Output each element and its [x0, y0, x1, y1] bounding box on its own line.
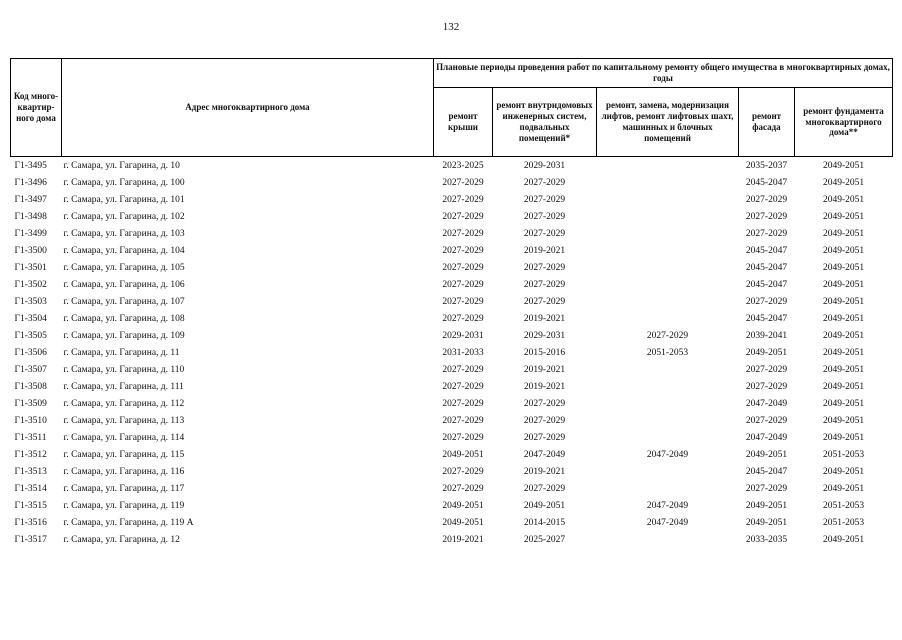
- cell-facade: 2049-2051: [745, 500, 788, 511]
- cell-foundation: 2049-2051: [822, 279, 865, 290]
- cell-facade: 2039-2041: [745, 330, 788, 341]
- cell-engineering: 2025-2027: [523, 534, 566, 545]
- cell-facade: 2027-2029: [745, 381, 788, 392]
- cell-address: г. Самара, ул. Гагарина, д. 105: [63, 262, 185, 273]
- cell-elevators: 2047-2049: [646, 500, 689, 511]
- table-row: [11, 191, 893, 208]
- cell-facade: 2035-2037: [745, 160, 788, 171]
- cell-address: г. Самара, ул. Гагарина, д. 115: [63, 449, 185, 460]
- table-row: [11, 310, 893, 327]
- table-row: [11, 531, 893, 548]
- cell-foundation: 2049-2051: [822, 398, 865, 409]
- cell-facade: 2047-2049: [745, 432, 788, 443]
- cell-code: Г1-3498: [14, 211, 47, 222]
- cell-engineering: 2027-2029: [523, 177, 566, 188]
- cell-address: г. Самара, ул. Гагарина, д. 114: [63, 432, 185, 443]
- cell-foundation: 2049-2051: [822, 262, 865, 273]
- table-row: [11, 497, 893, 514]
- cell-roof: 2027-2029: [442, 313, 484, 324]
- table-row: [11, 276, 893, 293]
- cell-roof: 2019-2021: [442, 534, 484, 545]
- cell-address: г. Самара, ул. Гагарина, д. 102: [63, 211, 185, 222]
- cell-elevators: [597, 242, 739, 259]
- cell-elevators: [597, 429, 739, 446]
- table-row: [11, 412, 893, 429]
- cell-engineering: 2027-2029: [523, 483, 566, 494]
- cell-roof: 2027-2029: [442, 415, 484, 426]
- cell-engineering: 2019-2021: [523, 381, 566, 392]
- cell-address: г. Самара, ул. Гагарина, д. 107: [63, 296, 185, 307]
- table-row: [11, 463, 893, 480]
- cell-facade: 2027-2029: [745, 483, 788, 494]
- cell-roof: 2027-2029: [442, 296, 484, 307]
- cell-engineering: 2015-2016: [523, 347, 566, 358]
- cell-engineering: 2027-2029: [523, 415, 566, 426]
- cell-facade: 2027-2029: [745, 415, 788, 426]
- cell-elevators: [597, 310, 739, 327]
- cell-facade: 2045-2047: [745, 313, 788, 324]
- cell-foundation: 2049-2051: [822, 330, 865, 341]
- table-row: [11, 157, 893, 175]
- cell-code: Г1-3514: [14, 483, 47, 494]
- cell-roof: 2027-2029: [442, 262, 484, 273]
- cell-address: г. Самара, ул. Гагарина, д. 106: [63, 279, 185, 290]
- cell-roof: 2031-2033: [442, 347, 484, 358]
- cell-roof: 2027-2029: [442, 177, 484, 188]
- cell-address: г. Самара, ул. Гагарина, д. 100: [63, 177, 185, 188]
- cell-elevators: [597, 412, 739, 429]
- cell-foundation: 2049-2051: [822, 211, 865, 222]
- cell-address: г. Самара, ул. Гагарина, д. 112: [63, 398, 185, 409]
- cell-roof: 2049-2051: [442, 449, 484, 460]
- header-address: Адрес многоквартирного дома: [62, 59, 434, 157]
- cell-code: Г1-3512: [14, 449, 47, 460]
- cell-facade: 2027-2029: [745, 296, 788, 307]
- cell-code: Г1-3505: [14, 330, 47, 341]
- cell-code: Г1-3509: [14, 398, 47, 409]
- cell-address: г. Самара, ул. Гагарина, д. 103: [63, 228, 185, 239]
- cell-engineering: 2027-2029: [523, 279, 566, 290]
- table-row: [11, 361, 893, 378]
- table-row: [11, 208, 893, 225]
- cell-code: Г1-3511: [14, 432, 47, 443]
- cell-engineering: 2027-2029: [523, 262, 566, 273]
- cell-address: г. Самара, ул. Гагарина, д. 119: [63, 500, 185, 511]
- cell-code: Г1-3510: [14, 415, 47, 426]
- cell-foundation: 2051-2053: [822, 517, 865, 528]
- cell-roof: 2027-2029: [442, 194, 484, 205]
- cell-facade: 2049-2051: [745, 347, 788, 358]
- cell-foundation: 2049-2051: [822, 432, 865, 443]
- cell-address: г. Самара, ул. Гагарина, д. 110: [63, 364, 185, 375]
- cell-elevators: [597, 531, 739, 548]
- cell-engineering: 2027-2029: [523, 228, 566, 239]
- cell-elevators: 2047-2049: [646, 449, 689, 460]
- cell-engineering: 2019-2021: [523, 313, 566, 324]
- cell-roof: 2027-2029: [442, 466, 484, 477]
- cell-facade: 2049-2051: [745, 517, 788, 528]
- table-row: [11, 446, 893, 463]
- header-elevators: ремонт, замена, модернизация лифтов, ремонт лифтовых шахт, машинных и блочных помещений: [597, 88, 739, 157]
- cell-elevators: [597, 157, 739, 175]
- cell-facade: 2045-2047: [745, 245, 788, 256]
- cell-code: Г1-3517: [14, 534, 47, 545]
- cell-roof: 2029-2031: [442, 330, 484, 341]
- cell-elevators: [597, 480, 739, 497]
- cell-facade: 2045-2047: [745, 279, 788, 290]
- cell-address: г. Самара, ул. Гагарина, д. 10: [63, 160, 180, 171]
- cell-facade: 2033-2035: [745, 534, 788, 545]
- cell-code: Г1-3499: [14, 228, 47, 239]
- cell-roof: 2027-2029: [442, 483, 484, 494]
- cell-roof: 2049-2051: [442, 517, 484, 528]
- table-row: [11, 174, 893, 191]
- cell-engineering: 2029-2031: [523, 330, 566, 341]
- cell-roof: 2027-2029: [442, 381, 484, 392]
- cell-code: Г1-3507: [14, 364, 47, 375]
- cell-roof: 2027-2029: [442, 228, 484, 239]
- cell-engineering: 2027-2029: [523, 211, 566, 222]
- cell-roof: 2027-2029: [442, 432, 484, 443]
- header-facade: ремонт фасада: [739, 88, 795, 157]
- cell-code: Г1-3495: [14, 160, 47, 171]
- cell-foundation: 2049-2051: [822, 228, 865, 239]
- table-row: [11, 293, 893, 310]
- cell-foundation: 2049-2051: [822, 245, 865, 256]
- cell-address: г. Самара, ул. Гагарина, д. 104: [63, 245, 185, 256]
- cell-facade: 2045-2047: [745, 262, 788, 273]
- cell-roof: 2027-2029: [442, 211, 484, 222]
- cell-code: Г1-3503: [14, 296, 47, 307]
- cell-facade: 2027-2029: [745, 194, 788, 205]
- cell-elevators: 2047-2049: [646, 517, 689, 528]
- cell-engineering: 2019-2021: [523, 245, 566, 256]
- cell-elevators: [597, 174, 739, 191]
- cell-elevators: [597, 378, 739, 395]
- cell-foundation: 2049-2051: [822, 381, 865, 392]
- cell-engineering: 2019-2021: [523, 364, 566, 375]
- cell-code: Г1-3513: [14, 466, 47, 477]
- cell-address: г. Самара, ул. Гагарина, д. 116: [63, 466, 185, 477]
- cell-foundation: 2049-2051: [822, 466, 865, 477]
- cell-roof: 2027-2029: [442, 398, 484, 409]
- cell-engineering: 2027-2029: [523, 398, 566, 409]
- cell-elevators: 2051-2053: [646, 347, 689, 358]
- table-row: [11, 378, 893, 395]
- table-row: [11, 327, 893, 344]
- cell-elevators: 2027-2029: [646, 330, 689, 341]
- cell-facade: 2027-2029: [745, 228, 788, 239]
- cell-address: г. Самара, ул. Гагарина, д. 119 А: [63, 517, 194, 528]
- cell-engineering: 2047-2049: [523, 449, 566, 460]
- cell-facade: 2045-2047: [745, 177, 788, 188]
- cell-facade: 2047-2049: [745, 398, 788, 409]
- header-row-top: [11, 59, 893, 88]
- cell-address: г. Самара, ул. Гагарина, д. 12: [63, 534, 180, 545]
- cell-facade: 2045-2047: [745, 466, 788, 477]
- cell-code: Г1-3504: [14, 313, 47, 324]
- cell-code: Г1-3497: [14, 194, 47, 205]
- cell-engineering: 2029-2031: [523, 160, 566, 171]
- cell-foundation: 2049-2051: [822, 177, 865, 188]
- cell-address: г. Самара, ул. Гагарина, д. 117: [63, 483, 185, 494]
- table-row: [11, 344, 893, 361]
- cell-elevators: [597, 208, 739, 225]
- cell-roof: 2027-2029: [442, 245, 484, 256]
- repair-schedule-table: [10, 58, 893, 548]
- cell-address: г. Самара, ул. Гагарина, д. 109: [63, 330, 185, 341]
- cell-engineering: 2027-2029: [523, 296, 566, 307]
- cell-code: Г1-3515: [14, 500, 47, 511]
- cell-foundation: 2049-2051: [822, 347, 865, 358]
- cell-elevators: [597, 395, 739, 412]
- cell-foundation: 2049-2051: [822, 313, 865, 324]
- cell-address: г. Самара, ул. Гагарина, д. 111: [63, 381, 184, 392]
- cell-elevators: [597, 259, 739, 276]
- cell-foundation: 2049-2051: [822, 364, 865, 375]
- header-engineering: ремонт внутридомовых инженерных систем, подвальных помещений*: [493, 88, 597, 157]
- cell-elevators: [597, 225, 739, 242]
- cell-foundation: 2051-2053: [822, 500, 865, 511]
- cell-code: Г1-3496: [14, 177, 47, 188]
- cell-roof: 2023-2025: [442, 160, 484, 171]
- cell-engineering: 2027-2029: [523, 432, 566, 443]
- cell-address: г. Самара, ул. Гагарина, д. 101: [63, 194, 185, 205]
- cell-foundation: 2049-2051: [822, 483, 865, 494]
- header-code: Код много-квартир-ного дома: [11, 59, 62, 157]
- header-roof: ремонт крыши: [434, 88, 493, 157]
- cell-foundation: 2049-2051: [822, 160, 865, 171]
- page-number: 132: [442, 21, 460, 33]
- cell-foundation: 2051-2053: [822, 449, 865, 460]
- cell-code: Г1-3501: [14, 262, 47, 273]
- table-row: [11, 395, 893, 412]
- cell-facade: 2027-2029: [745, 211, 788, 222]
- cell-foundation: 2049-2051: [822, 534, 865, 545]
- cell-foundation: 2049-2051: [822, 296, 865, 307]
- table-row: [11, 242, 893, 259]
- cell-address: г. Самара, ул. Гагарина, д. 108: [63, 313, 185, 324]
- header-foundation: ремонт фундамента многоквартирного дома**: [795, 88, 893, 157]
- cell-foundation: 2049-2051: [822, 415, 865, 426]
- table-row: [11, 259, 893, 276]
- cell-facade: 2027-2029: [745, 364, 788, 375]
- cell-engineering: 2027-2029: [523, 194, 566, 205]
- cell-code: Г1-3506: [14, 347, 47, 358]
- cell-engineering: 2049-2051: [523, 500, 566, 511]
- cell-address: г. Самара, ул. Гагарина, д. 113: [63, 415, 185, 426]
- cell-engineering: 2019-2021: [523, 466, 566, 477]
- cell-code: Г1-3502: [14, 279, 47, 290]
- cell-roof: 2027-2029: [442, 364, 484, 375]
- cell-elevators: [597, 293, 739, 310]
- table-row: [11, 480, 893, 497]
- cell-elevators: [597, 191, 739, 208]
- cell-facade: 2049-2051: [745, 449, 788, 460]
- cell-roof: 2049-2051: [442, 500, 484, 511]
- cell-code: Г1-3516: [14, 517, 47, 528]
- cell-address: г. Самара, ул. Гагарина, д. 11: [63, 347, 180, 358]
- table-row: [11, 429, 893, 446]
- cell-engineering: 2014-2015: [523, 517, 566, 528]
- cell-elevators: [597, 361, 739, 378]
- cell-elevators: [597, 463, 739, 480]
- table-row: [11, 514, 893, 531]
- cell-code: Г1-3500: [14, 245, 47, 256]
- cell-elevators: [597, 276, 739, 293]
- cell-foundation: 2049-2051: [822, 194, 865, 205]
- cell-code: Г1-3508: [14, 381, 47, 392]
- cell-roof: 2027-2029: [442, 279, 484, 290]
- header-periods-title: Плановые периоды проведения работ по капитальному ремонту общего имущества в многоквартирных домах, годы: [434, 59, 893, 88]
- table-row: [11, 225, 893, 242]
